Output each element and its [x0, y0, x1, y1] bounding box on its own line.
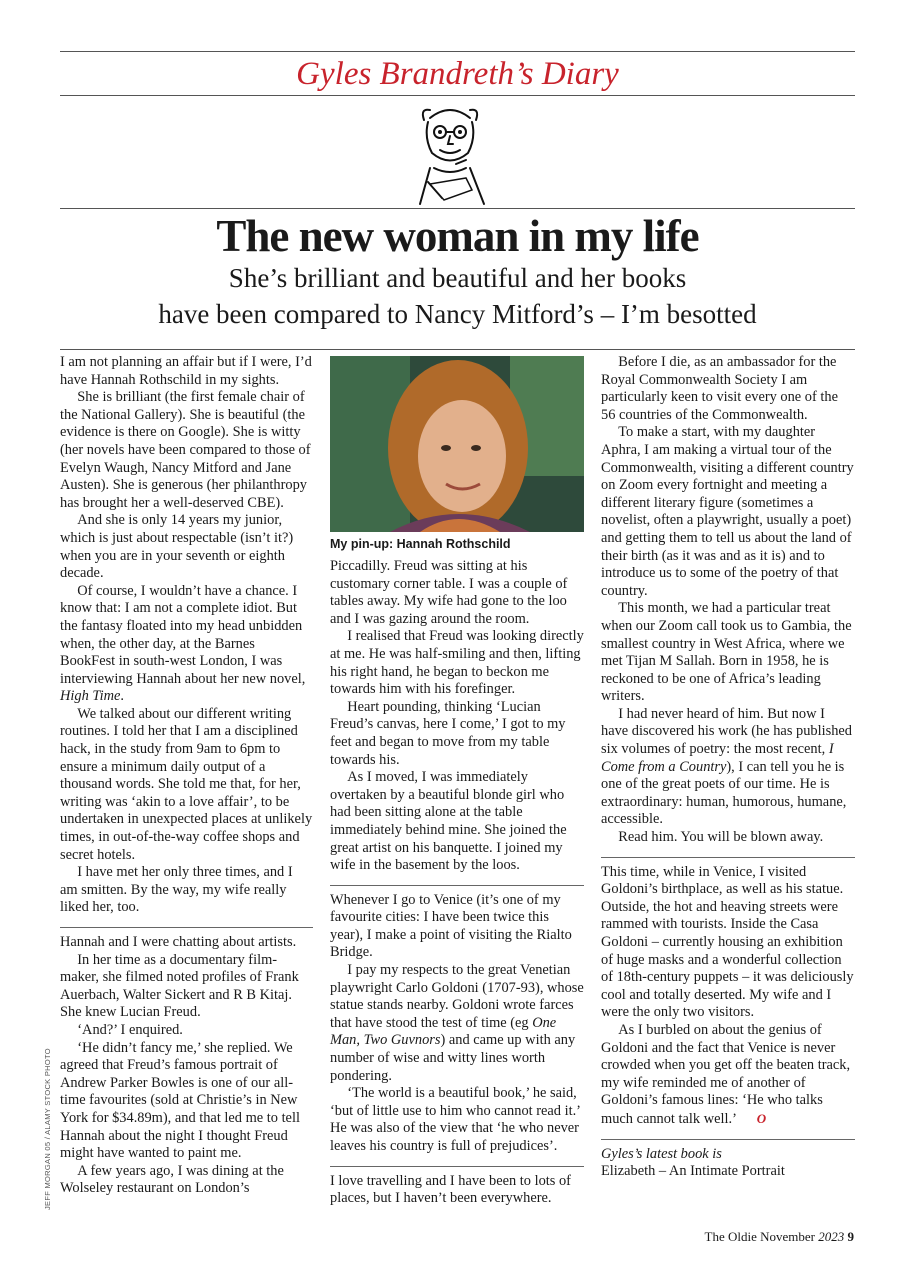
section-divider: [330, 885, 584, 886]
issue-year: 2023: [818, 1229, 845, 1244]
standfirst-line-1: She’s brilliant and beautiful and her books: [228, 263, 687, 293]
column-1: [60, 354, 313, 1198]
paragraph: In her time as a documentary film-maker, she filmed noted profiles of Frank Auerbach, Walter Sickert and R B Kitaj. She knew Lucian Freud.: [60, 951, 299, 1021]
section-divider: [60, 927, 313, 928]
page-number: 9: [847, 1229, 854, 1244]
book-label: Gyles’s latest book is: [601, 1145, 722, 1162]
portrait-illustration: [330, 356, 584, 532]
portrait-photo: [330, 356, 584, 532]
paragraph: Hannah and I were chatting about artists.: [60, 934, 297, 950]
column-2: [330, 356, 584, 1208]
photo-credit: JEFF MORGAN 05 / ALAMY STOCK PHOTO: [43, 1048, 52, 1210]
paragraph: ‘And?’ I enquired.: [77, 1021, 183, 1038]
paragraph: I had never heard of him. But now I have discovered his work (he has published six volumes of poetry: the most recent, I Come from a Country), I can tell you he is one of the great poets of our time. He is extraordinary: human, humorous, humane, accessible.: [601, 705, 852, 828]
paragraph: As I burbled on about the genius of Goldoni and the fact that Venice is never crowded when you get off the beaten track, my wife reminded me of another of Goldoni’s famous lines: ‘He who talks much cannot talk well.’ O: [601, 1021, 851, 1127]
paragraph: I am not planning an affair but if I were, I’d have Hannah Rothschild in my sights.: [60, 354, 312, 388]
paragraph: To make a start, with my daughter Aphra, I am making a virtual tour of the Commonwealth, visiting a different country on Zoom every fortnight and meeting a different literary figure (sometimes a novelist, often a playwright, usually a poet) and getting them to tell us about the land of their birth (as it was and as it is) and to introduce us to some of the poetry of that country.: [601, 424, 854, 599]
paragraph: Heart pounding, thinking ‘Lucian Freud’s canvas, here I come,’ I got to my feet and began to move from my table towards his.: [330, 698, 566, 768]
book-title: Elizabeth – An Intimate Portrait: [601, 1163, 785, 1180]
end-mark-icon: O: [756, 1110, 767, 1126]
photo-caption: My pin-up: Hannah Rothschild: [330, 537, 511, 551]
paragraph: Piccadilly. Freud was sitting at his customary corner table. I was a couple of tables away. My wife had gone to the loo and I was gazing around the room.: [330, 558, 568, 627]
paragraph: This month, we had a particular treat when our Zoom call took us to Gambia, the smallest country in West Africa, where we met Tijan M Sallah. Born in 1958, he is reckoned to be one of Africa’s leading writers.: [601, 600, 852, 705]
masthead-rule: [60, 95, 855, 96]
paragraph: A few years ago, I was dining at the Wolseley restaurant on London’s: [60, 1162, 284, 1197]
paragraph: Whenever I go to Venice (it’s one of my favourite cities: I have been twice this year), I make a point of visiting the Rialto Bridge.: [330, 891, 572, 961]
paragraph: We talked about our different writing routines. I told her that I am a disciplined hack, in the study from 9am to 6pm to ensure a minimum daily output of a thousand words. She told me that, for her, writing was ‘akin to a love affair’, to be undertaken in unexpected places at unlikely times, in out-of-the-way coffee shops and secret hotels.: [60, 705, 313, 863]
book-title: I Come from a Country: [601, 741, 834, 775]
paragraph: ‘The world is a beautiful book,’ he said, ‘but of little use to him who cannot read it.’ He was also of the view that ‘he who never leaves his country is full of prejudices’.: [330, 1085, 580, 1154]
paragraph: Before I die, as an ambassador for the Royal Commonwealth Society I am particularly keen to visit every one of the 56 countries of the Commonwealth.: [601, 354, 838, 423]
body-rule: [60, 349, 855, 350]
magazine-name: The Oldie November: [704, 1229, 815, 1244]
column-title: Gyles Brandreth’s Diary: [296, 56, 619, 92]
section-divider: [601, 857, 855, 858]
paragraph: ‘He didn’t fancy me,’ she replied. We agreed that Freud’s famous portrait of Andrew Parker Bowles is one of our all-time favourites (sold at Christie’s in New York for $34.89m), and that led me to tell Hannah about the night I thought Freud might have wanted to paint me.: [60, 1039, 300, 1162]
paragraph: Of course, I wouldn’t have a chance. I know that: I am not a complete idiot. But the fantasy floated into my head unbidden when, the other day, at the Barnes BookFest in south-west London, I was interviewing Hannah about her new novel, High Time.: [60, 582, 306, 705]
book-title: High Time: [60, 688, 121, 705]
play-title: One Man, Two Guvnors: [330, 1014, 557, 1049]
standfirst-line-2: have been compared to Nancy Mitford’s – I’m besotted: [158, 299, 757, 329]
paragraph: I love travelling and I have been to lots of places, but I haven’t been everywhere.: [330, 1172, 571, 1207]
paragraph: Read him. You will be blown away.: [618, 829, 824, 846]
paragraph: I pay my respects to the great Venetian playwright Carlo Goldoni (1707-93), whose statue stands nearby. Goldoni wrote farces that have stood the test of time (eg One Man, Two Guvnors) and came up with any number of wise and witty lines worth pondering.: [330, 962, 584, 1084]
paragraph: I realised that Freud was looking directly at me. He was half-smiling and then, lifting his right hand, he began to beckon me towards him with his forefinger.: [330, 628, 584, 698]
headline: The new woman in my life: [216, 211, 699, 261]
column-3: [601, 354, 855, 1181]
paragraph: And she is only 14 years my junior, which is just about respectable (isn’t it?) when you are in your seventh or eighth decade.: [60, 512, 294, 582]
top-rule: [60, 51, 855, 52]
section-divider: [601, 1139, 855, 1140]
paragraph: She is brilliant (the first female chair of the National Gallery). She is beautiful (the evidence is there on Google). She is witty (her novels have been compared to those of Evelyn Waugh, Nancy Mitford and Jane Austen). She is generous (her philanthropy has brought her a well-deserved CBE).: [60, 389, 311, 511]
page-footer: [705, 1229, 854, 1245]
paragraph: As I moved, I was immediately overtaken by a beautiful blonde girl who had been sitting alone at the table immediately behind mine. She joined the great artist on his banquette. I joined my wife in the basement by the loos.: [330, 769, 567, 874]
author-caricature: [400, 98, 500, 206]
paragraph: I have met her only three times, and I am smitten. By the way, my wife really liked her, too.: [60, 864, 293, 916]
standfirst: [60, 260, 855, 332]
paragraph: This time, while in Venice, I visited Goldoni’s birthplace, as well as his statue. Outside, the hot and heaving streets were rammed with tourists. Inside the Casa Goldoni – currently housing an exhibition of huge masks and a wonderful collection of 18th-century puppets – it was deliciously cool and totally deserted. My wife and I were the only two visitors.: [601, 863, 854, 1021]
section-divider: [330, 1166, 584, 1167]
